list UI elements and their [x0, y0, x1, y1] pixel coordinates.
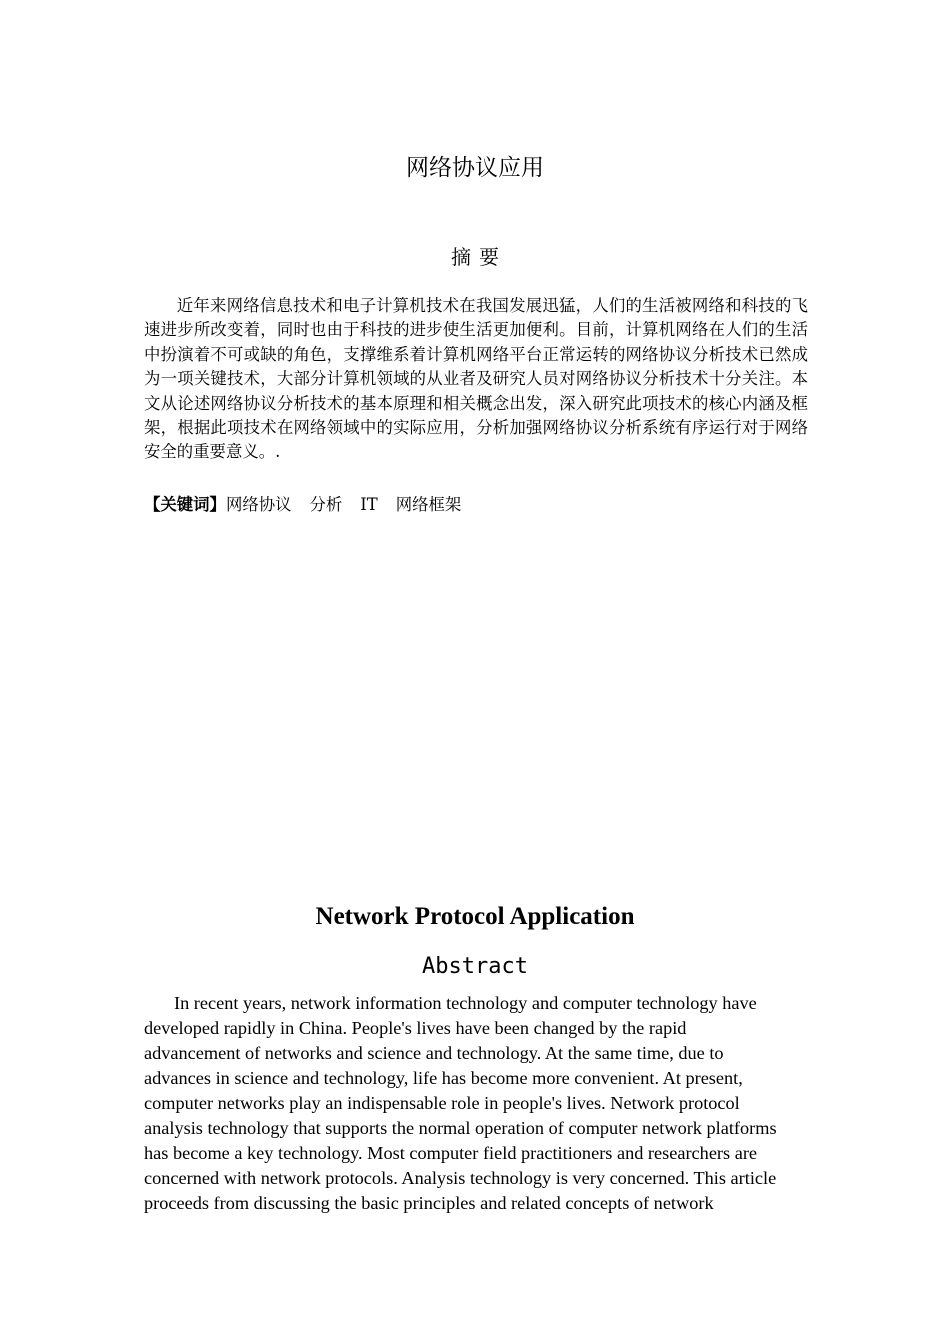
- keyword-item: 分析: [309, 495, 343, 514]
- english-abstract-line: In recent years, network information technology and computer technology have: [174, 993, 757, 1013]
- english-abstract-line: computer networks play an indispensable role in people's lives. Network protocol: [144, 1093, 740, 1113]
- english-abstract-line: advances in science and technology, life has become more convenient. At present,: [144, 1068, 743, 1088]
- keyword-item: 网络协议: [225, 495, 292, 514]
- chinese-abstract-body: 近年来网络信息技术和电子计算机技术在我国发展迅猛，人们的生活被网络和科技的飞速进步所改变着，同时也由于科技的进步使生活更加便利。目前，计算机网络在人们的生活中扮演着不可或缺的角色，支撑维系着计算机网络平台正常运转的网络协议分析技术已然成为一项关键技术，大部分计算机领域的从业者及研究人员对网络协议分析技术十分关注。本文从论述网络协议分析技术的基本原理和相关概念出发，深入研究此项技术的核心内涵及框架，根据此项技术在网络领域中的实际应用，分析加强网络协议分析系统有序运行对于网络安全的重要意义。.: [144, 296, 808, 462]
- english-abstract-line: analysis technology that supports the normal operation of computer network platforms: [144, 1118, 777, 1138]
- keywords-label: 【关键词】: [144, 495, 226, 514]
- keyword-item: IT: [360, 495, 378, 514]
- english-abstract-body: [144, 991, 810, 1216]
- english-abstract-line: concerned with network protocols. Analysis technology is very concerned. This article: [144, 1168, 777, 1188]
- chinese-keywords: [144, 493, 808, 517]
- chinese-abstract-heading: 摘要: [451, 245, 507, 269]
- english-abstract-heading: Abstract: [422, 954, 528, 979]
- english-abstract-line: proceeds from discussing the basic principles and related concepts of network: [144, 1193, 714, 1213]
- keyword-item: 网络框架: [395, 495, 462, 514]
- english-abstract-line: developed rapidly in China. People's lives have been changed by the rapid: [144, 1018, 687, 1038]
- english-title: Network Protocol Application: [315, 903, 635, 930]
- english-abstract-line: advancement of networks and science and technology. At the same time, due to: [144, 1043, 724, 1063]
- english-abstract-line: has become a key technology. Most computer field practitioners and researchers are: [144, 1143, 758, 1163]
- chinese-title: 网络协议应用: [406, 155, 544, 181]
